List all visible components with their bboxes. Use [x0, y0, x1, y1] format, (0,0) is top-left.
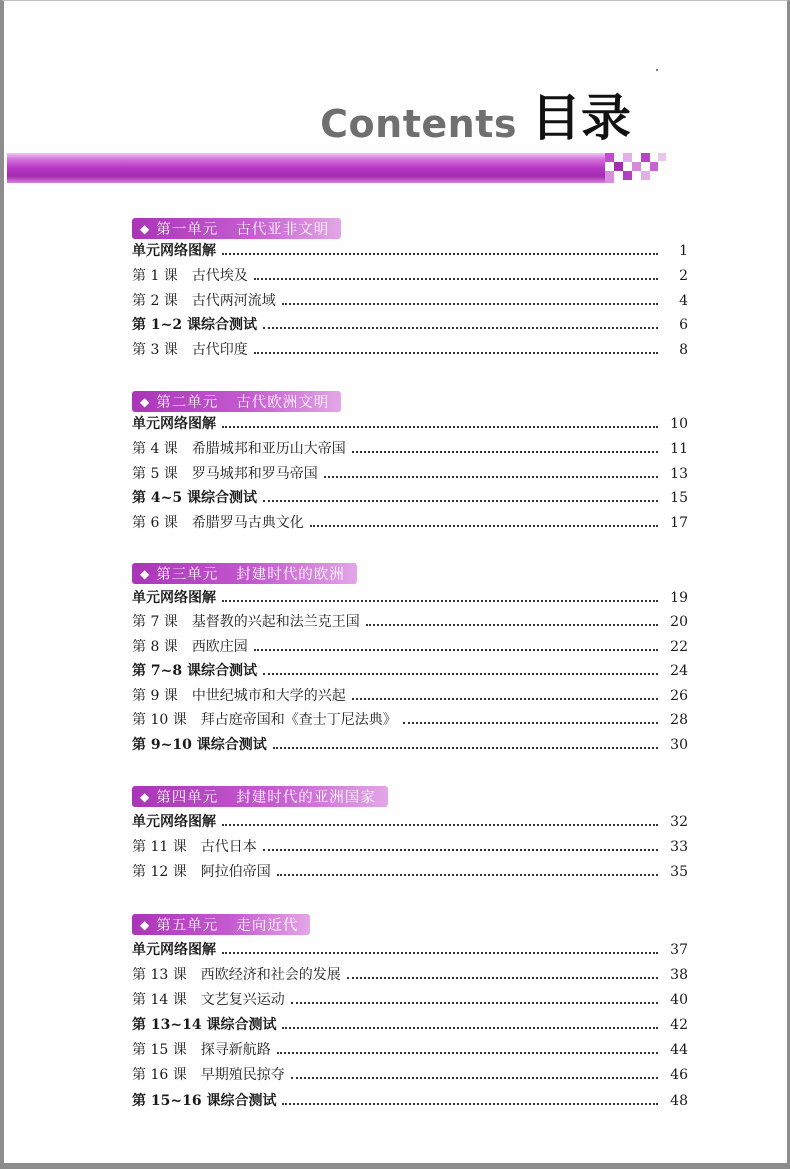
- dot-leader: [366, 624, 658, 626]
- entry-title: 西欧庄园: [191, 639, 248, 655]
- dot-leader: [403, 722, 658, 724]
- banner-square: [632, 162, 641, 171]
- title-english: Contents: [320, 102, 517, 146]
- diamond-icon: ◆: [140, 566, 151, 581]
- page-number: 40: [670, 992, 688, 1008]
- page-number: 19: [670, 590, 688, 606]
- entry-title: 第 4~5 课综合测试: [132, 490, 257, 506]
- page-number: 33: [670, 839, 688, 855]
- dot-leader: [277, 874, 658, 876]
- unit-title: 古代欧洲文明: [236, 395, 330, 411]
- page-number: 35: [670, 864, 688, 880]
- banner-square: [605, 153, 614, 162]
- entry-title: 第 1~2 课综合测试: [132, 317, 257, 333]
- page-number: 20: [670, 614, 688, 630]
- lesson-number: 第 5 课: [132, 466, 178, 482]
- lesson-number: 第 7 课: [132, 614, 178, 630]
- unit-number: 第四单元: [156, 790, 219, 806]
- toc-entry: [132, 637, 688, 657]
- lesson-number: 第 9 课: [132, 688, 178, 704]
- unit-number: 第五单元: [156, 918, 219, 934]
- dot-leader: [347, 977, 658, 979]
- toc-entry: [132, 1065, 688, 1085]
- entry-title: 单元网络图解: [132, 243, 216, 259]
- toc-entry: [132, 710, 688, 730]
- entry-title: 古代印度: [191, 342, 248, 358]
- dot-leader: [222, 824, 658, 826]
- entry-title: 西欧经济和社会的发展: [200, 967, 341, 983]
- entry-title: 拜占庭帝国和《查士丁尼法典》: [200, 712, 397, 728]
- toc-entry: [132, 315, 688, 335]
- dot-leader: [310, 525, 658, 527]
- unit-header: [132, 786, 388, 807]
- page-number: 32: [670, 814, 688, 830]
- entry-title: 早期殖民掠夺: [200, 1067, 285, 1083]
- entry-title: 古代两河流域: [191, 293, 276, 309]
- page-number: 11: [670, 441, 688, 457]
- toc-entry: [132, 612, 688, 632]
- print-speck: [656, 69, 658, 71]
- page-number: 22: [670, 639, 688, 655]
- dot-leader: [282, 1103, 658, 1105]
- dot-leader: [263, 327, 658, 329]
- unit-title: 走向近代: [236, 918, 299, 934]
- dot-leader: [263, 673, 658, 675]
- unit-header: [132, 914, 310, 935]
- toc-entry: [132, 1091, 688, 1111]
- toc-entry: [132, 837, 688, 857]
- page-number: 15: [670, 490, 688, 506]
- title-chinese: 目录: [531, 89, 631, 147]
- entry-title: 罗马城邦和罗马帝国: [191, 466, 318, 482]
- page-number: 13: [670, 466, 688, 482]
- lesson-number: 第 1 课: [132, 268, 178, 284]
- banner-square: [605, 171, 614, 183]
- unit-header: [132, 391, 341, 412]
- entry-title: 古代日本: [200, 839, 257, 855]
- dot-leader: [277, 1052, 658, 1054]
- page-number: 8: [679, 342, 688, 358]
- lesson-number: 第 10 课: [132, 712, 187, 728]
- dot-leader: [254, 649, 658, 651]
- dot-leader: [254, 352, 658, 354]
- lesson-number: 第 13 课: [132, 967, 187, 983]
- banner-square: [614, 162, 623, 171]
- banner-square: [658, 153, 666, 161]
- entry-title: 基督教的兴起和法兰克王国: [191, 614, 360, 630]
- unit-header: [132, 563, 357, 584]
- banner-square: [641, 153, 650, 162]
- entry-title: 古代埃及: [191, 268, 248, 284]
- toc-entry: [132, 439, 688, 459]
- toc-entry: [132, 990, 688, 1010]
- dot-leader: [324, 476, 658, 478]
- unit-title: 封建时代的欧洲: [236, 567, 345, 583]
- dot-leader: [222, 600, 658, 602]
- diamond-icon: ◆: [140, 221, 151, 236]
- dot-leader: [222, 952, 658, 954]
- page-number: 4: [679, 293, 688, 309]
- unit-header: [132, 218, 341, 239]
- toc-entry: [132, 266, 688, 286]
- dot-leader: [222, 426, 658, 428]
- entry-title: 第 13~14 课综合测试: [132, 1017, 277, 1033]
- lesson-number: 第 15 课: [132, 1042, 187, 1058]
- banner-square: [623, 153, 632, 162]
- toc-entry: [132, 661, 688, 681]
- entry-title: 单元网络图解: [132, 942, 216, 958]
- page-number: 26: [670, 688, 688, 704]
- entry-title: 单元网络图解: [132, 590, 216, 606]
- toc-entry: [132, 686, 688, 706]
- entry-title: 第 15~16 课综合测试: [132, 1093, 277, 1109]
- lesson-number: 第 11 课: [132, 839, 187, 855]
- toc-entry: [132, 488, 688, 508]
- entry-title: 单元网络图解: [132, 814, 216, 830]
- banner-square: [641, 171, 650, 180]
- entry-title: 文艺复兴运动: [200, 992, 285, 1008]
- dot-leader: [222, 253, 658, 255]
- diamond-icon: ◆: [140, 917, 151, 932]
- page-number: 30: [670, 737, 688, 753]
- entry-title: 希腊城邦和亚历山大帝国: [191, 441, 346, 457]
- page-number: 10: [670, 416, 688, 432]
- dot-leader: [291, 1077, 658, 1079]
- banner-square: [623, 171, 632, 180]
- page-number: 1: [679, 243, 688, 259]
- lesson-number: 第 3 课: [132, 342, 178, 358]
- toc-entry: [132, 513, 688, 533]
- page-number: 44: [670, 1042, 688, 1058]
- toc-entry: [132, 940, 688, 960]
- unit-title: 封建时代的亚洲国家: [236, 790, 376, 806]
- entry-title: 中世纪城市和大学的兴起: [191, 688, 346, 704]
- entry-title: 探寻新航路: [200, 1042, 271, 1058]
- dot-leader: [282, 303, 658, 305]
- entry-title: 希腊罗马古典文化: [191, 515, 304, 531]
- page-number: 24: [670, 663, 688, 679]
- dot-leader: [282, 1027, 658, 1029]
- unit-title: 古代亚非文明: [236, 222, 330, 238]
- page-title: [320, 89, 631, 147]
- banner-square: [650, 162, 658, 171]
- toc-entry: [132, 1015, 688, 1035]
- entry-title: 单元网络图解: [132, 416, 216, 432]
- toc-entry: [132, 812, 688, 832]
- toc-entry: [132, 241, 688, 261]
- page-number: 37: [670, 942, 688, 958]
- toc-entry: [132, 862, 688, 882]
- dot-leader: [273, 747, 658, 749]
- diamond-icon: ◆: [140, 394, 151, 409]
- lesson-number: 第 14 课: [132, 992, 187, 1008]
- toc-entry: [132, 340, 688, 360]
- lesson-number: 第 8 课: [132, 639, 178, 655]
- page-number: 38: [670, 967, 688, 983]
- toc-entry: [132, 588, 688, 608]
- dot-leader: [352, 698, 658, 700]
- lesson-number: 第 4 课: [132, 441, 178, 457]
- entry-title: 阿拉伯帝国: [200, 864, 271, 880]
- lesson-number: 第 6 课: [132, 515, 178, 531]
- toc-entry: [132, 291, 688, 311]
- page-number: 17: [670, 515, 688, 531]
- page-number: 42: [670, 1017, 688, 1033]
- title-banner: [7, 153, 605, 183]
- page-number: 48: [670, 1093, 688, 1109]
- page-number: 28: [670, 712, 688, 728]
- dot-leader: [263, 849, 658, 851]
- dot-leader: [263, 500, 658, 502]
- toc-entry: [132, 965, 688, 985]
- toc-entry: [132, 414, 688, 434]
- entry-title: 第 9~10 课综合测试: [132, 737, 267, 753]
- page-number: 2: [679, 268, 688, 284]
- lesson-number: 第 12 课: [132, 864, 187, 880]
- toc-entry: [132, 735, 688, 755]
- toc-entry: [132, 1040, 688, 1060]
- dot-leader: [291, 1002, 658, 1004]
- unit-number: 第二单元: [156, 395, 219, 411]
- dot-leader: [254, 278, 658, 280]
- dot-leader: [352, 451, 658, 453]
- lesson-number: 第 2 课: [132, 293, 178, 309]
- unit-number: 第三单元: [156, 567, 219, 583]
- toc-entry: [132, 464, 688, 484]
- page-number: 6: [679, 317, 688, 333]
- page-number: 46: [670, 1067, 688, 1083]
- diamond-icon: ◆: [140, 789, 151, 804]
- lesson-number: 第 16 课: [132, 1067, 187, 1083]
- unit-number: 第一单元: [156, 222, 219, 238]
- entry-title: 第 7~8 课综合测试: [132, 663, 257, 679]
